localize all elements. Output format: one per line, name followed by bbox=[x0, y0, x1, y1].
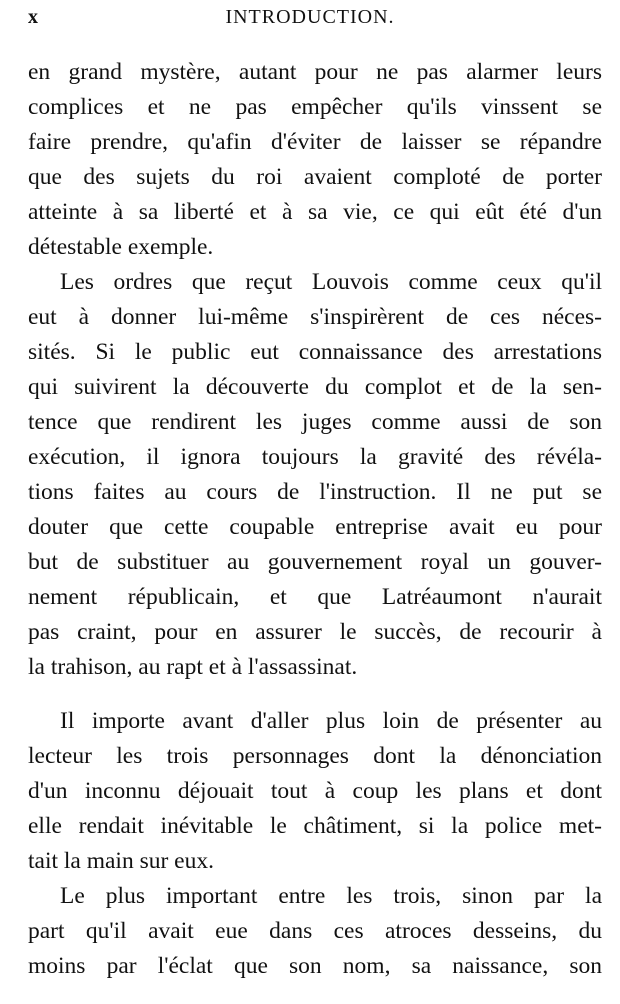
text-line: qui suivirent la découverte du complot et de la sen- bbox=[28, 374, 602, 400]
page-number: x bbox=[28, 6, 39, 28]
text-line: part qu'il avait eue dans ces atroces desseins, du bbox=[28, 918, 602, 944]
text-line: tions faites au cours de l'instruction. Il ne put se bbox=[28, 479, 602, 505]
text-line: eut à donner lui-même s'inspirèrent de ces néces- bbox=[28, 304, 602, 330]
text-line: Les ordres que reçut Louvois comme ceux qu'il bbox=[60, 269, 602, 295]
paragraph bbox=[28, 704, 602, 879]
paragraph bbox=[28, 55, 602, 265]
text-line: Il importe avant d'aller plus loin de présenter au bbox=[60, 708, 602, 734]
paragraph bbox=[28, 879, 602, 984]
text-line: elle rendait inévitable le châtiment, si la police met- bbox=[28, 813, 602, 839]
text-line: Le plus important entre les trois, sinon par la bbox=[60, 883, 602, 909]
text-line: complices et ne pas empêcher qu'ils vinssent se bbox=[28, 94, 602, 120]
text-line: tait la main sur eux. bbox=[28, 848, 214, 874]
text-line: atteinte à sa liberté et à sa vie, ce qui eût été d'un bbox=[28, 199, 602, 225]
text-line: faire prendre, qu'afin d'éviter de laisser se répandre bbox=[28, 129, 602, 155]
running-head bbox=[20, 6, 600, 36]
text-line: nement républicain, et que Latréaumont n'aurait bbox=[28, 584, 602, 610]
text-line: but de substituer au gouvernement royal un gouver- bbox=[28, 549, 602, 575]
text-line: tence que rendirent les juges comme aussi de son bbox=[28, 409, 602, 435]
text-line: la trahison, au rapt et à l'assassinat. bbox=[28, 654, 358, 680]
text-line: sités. Si le public eut connaissance des arrestations bbox=[28, 339, 602, 365]
text-line: pas craint, pour en assurer le succès, de recourir à bbox=[28, 619, 602, 645]
paragraph bbox=[28, 265, 602, 685]
text-line: exécution, il ignora toujours la gravité des révéla- bbox=[28, 444, 602, 470]
text-line: lecteur les trois personnages dont la dénonciation bbox=[28, 743, 602, 769]
chapter-title: INTRODUCTION. bbox=[225, 6, 395, 28]
text-line: douter que cette coupable entreprise avait eu pour bbox=[28, 514, 602, 540]
text-line: détestable exemple. bbox=[28, 234, 214, 260]
text-line: en grand mystère, autant pour ne pas alarmer leurs bbox=[28, 59, 602, 85]
text-line: d'un inconnu déjouait tout à coup les plans et dont bbox=[28, 778, 602, 804]
text-line: que des sujets du roi avaient comploté de porter bbox=[28, 164, 602, 190]
text-line: moins par l'éclat que son nom, sa naissance, son bbox=[28, 953, 602, 979]
